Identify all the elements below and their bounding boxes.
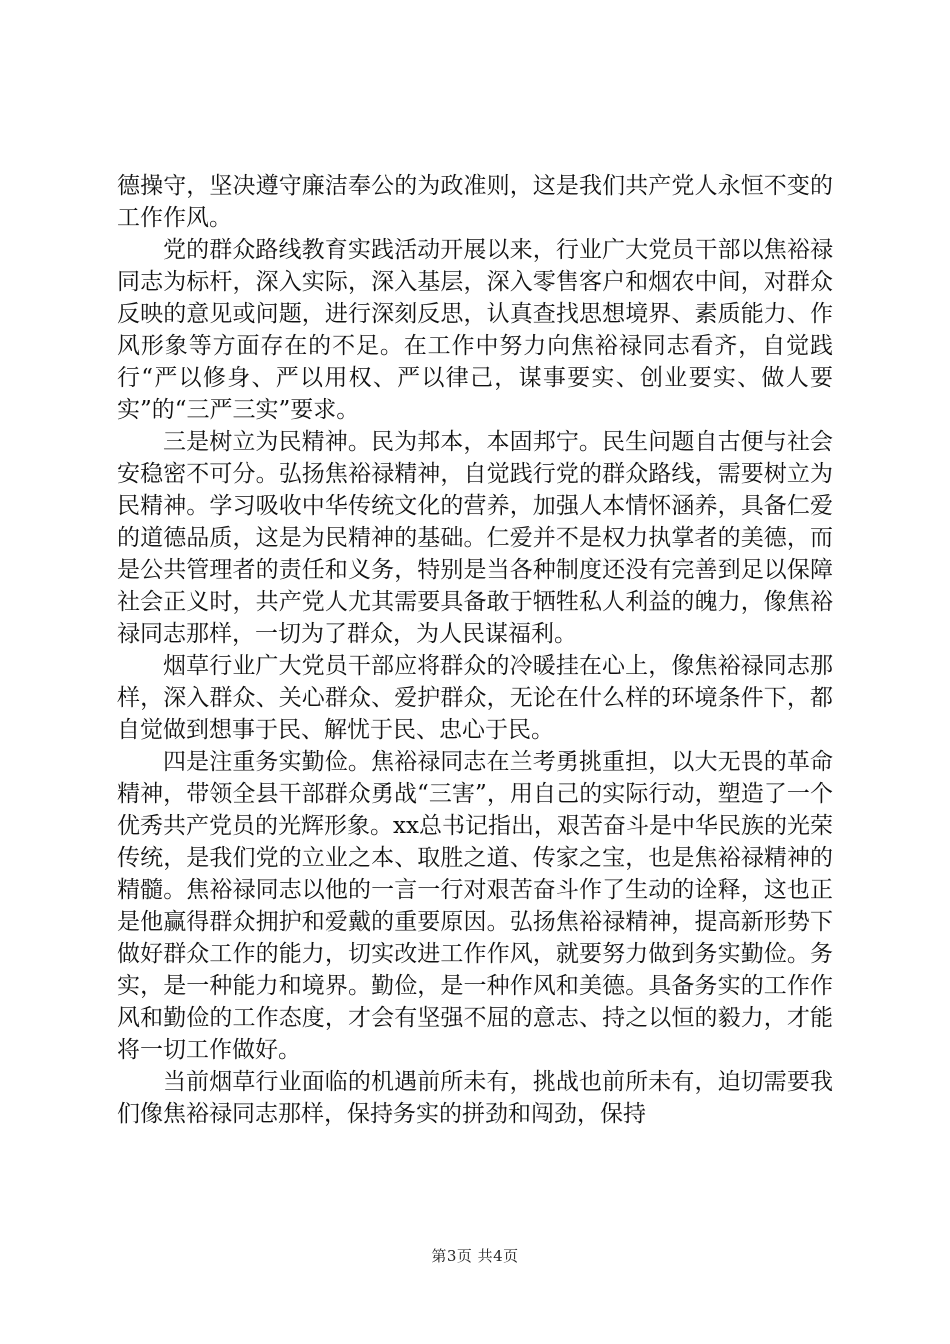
- paragraph-current-challenges: 当前烟草行业面临的机遇前所未有，挑战也前所未有，迫切需要我们像焦裕禄同志那样，保持务实的拼劲和闯劲，保持: [117, 1069, 833, 1127]
- paragraph-tobacco-cadres: 烟草行业广大党员干部应将群众的冷暖挂在心上，像焦裕禄同志那样，深入群众、关心群众、爱护群众，无论在什么样的环境条件下，都自觉做到想事于民、解忧于民、忠心于民。: [117, 653, 833, 743]
- paragraph-continuation: 德操守，坚决遵守廉洁奉公的为政准则，这是我们共产党人永恒不变的工作作风。: [117, 173, 833, 231]
- paragraph-mass-line: 党的群众路线教育实践活动开展以来，行业广大党员干部以焦裕禄同志为标杆，深入实际，深入基层，深入零售客户和烟农中间，对群众反映的意见或问题，进行深刻反思，认真查找思想境界、素质能力、作风形象等方面存在的不足。在工作中努力向焦裕禄同志看齐，自觉践行“严以修身、严以用权、严以律己，谋事要实、创业要实、做人要实”的“三严三实”要求。: [117, 237, 833, 423]
- paragraph-practical-frugal: 四是注重务实勤俭。焦裕禄同志在兰考勇挑重担，以大无畏的革命精神，带领全县干部群众勇战“三害”，用自己的实际行动，塑造了一个优秀共产党员的光辉形象。xx总书记指出，艰苦奋斗是中华民族的光荣传统，是我们党的立业之本、取胜之道、传家之宝，也是焦裕禄精神的精髓。焦裕禄同志以他的一言一行对艰苦奋斗作了生动的诠释，这也正是他赢得群众拥护和爱戴的重要原因。弘扬焦裕禄精神，提高新形势下做好群众工作的能力，切实改进工作作风，就要努力做到务实勤俭。务实，是一种能力和境界。勤俭，是一种作风和美德。具备务实的工作作风和勤俭的工作态度，才会有坚强不屈的意志、持之以恒的毅力，才能将一切工作做好。: [117, 749, 833, 1063]
- paragraph-people-spirit: 三是树立为民精神。民为邦本，本固邦宁。民生问题自古便与社会安稳密不可分。弘扬焦裕禄精神，自觉践行党的群众路线，需要树立为民精神。学习吸收中华传统文化的营养，加强人本情怀涵养，具备仁爱的道德品质，这是为民精神的基础。仁爱并不是权力执掌者的美德，而是公共管理者的责任和义务，特别是当各种制度还没有完善到足以保障社会正义时，共产党人尤其需要具备敢于牺牲私人利益的魄力，像焦裕禄同志那样，一切为了群众，为人民谋福利。: [117, 429, 833, 647]
- page-number-footer: 第3页 共4页: [431, 1247, 519, 1265]
- body-text: [117, 170, 833, 1130]
